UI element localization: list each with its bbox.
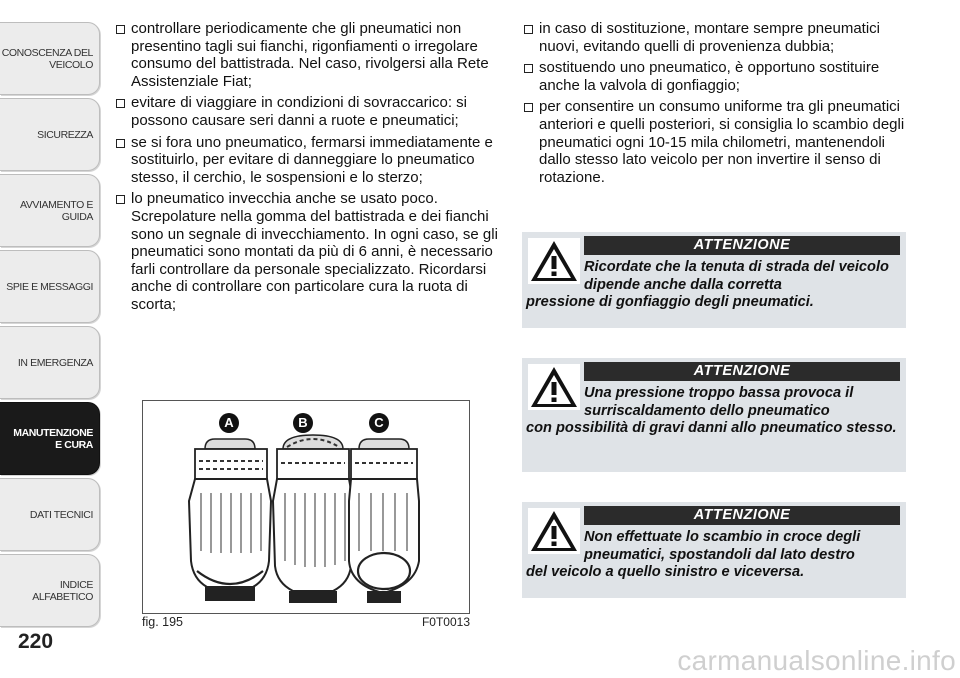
warning-text: Ricordate che la tenuta di strada del veicolo dipende anche dalla corretta pressione di gonfiaggio degli pneumatici. — [526, 259, 889, 310]
tab-spie-e-messaggi[interactable]: SPIE E MESSAGGI — [0, 250, 100, 323]
list-item: evitare di viaggiare in condizioni di sovraccarico: si possono causare seri danni a ruote e pneumatici; — [114, 94, 499, 129]
list-item: se si fora uno pneumatico, fermarsi immediatamente e sostituirlo, per evitare di danneggiare lo pneumatico stesso, il cerchio, le sospensioni e lo sterzo; — [114, 134, 499, 187]
watermark: carmanualsonline.info — [677, 645, 956, 676]
list-item: in caso di sostituzione, montare sempre pneumatici nuovi, evitando quelli di provenienza dubbia; — [522, 20, 906, 55]
bullet-box-icon — [524, 64, 533, 73]
warning-triangle-icon — [528, 364, 580, 410]
warning-heading: ATTENZIONE — [584, 506, 900, 525]
warning-text: Una pressione troppo bassa provoca il surriscaldamento dello pneumatico con possibilità di gravi danni allo pneumatico stesso. — [526, 385, 897, 436]
bullet-box-icon — [116, 195, 125, 204]
tire-c-illustration — [349, 439, 419, 603]
tab-sicurezza[interactable]: SICUREZZA — [0, 98, 100, 171]
page-number: 220 — [18, 630, 54, 653]
tab-indice-alfabetico[interactable]: INDICE ALFABETICO — [0, 554, 100, 627]
bullet-box-icon — [116, 99, 125, 108]
warning-triangle-icon — [528, 508, 580, 554]
warning-box — [522, 358, 906, 472]
warning-triangle-icon — [528, 238, 580, 284]
list-item: controllare periodicamente che gli pneumatici non presentino tagli sui fianchi, rigonfiamenti o irregolare consumo del battistrada. Nel caso, rivolgersi alla Rete Assistenziale Fiat; — [114, 20, 499, 90]
warning-heading: ATTENZIONE — [584, 236, 900, 255]
tire-illustration — [143, 401, 469, 613]
marker-a: A — [219, 413, 239, 433]
tire-pressure-figure — [142, 400, 470, 614]
tab-manutenzione-e-cura[interactable]: MANUTENZIONE E CURA — [0, 402, 100, 475]
left-column — [114, 20, 499, 318]
marker-c: C — [369, 413, 389, 433]
figure-caption: fig. 195 — [142, 615, 184, 629]
tire-a-illustration — [189, 439, 271, 601]
chapter-sidebar — [0, 0, 104, 620]
warning-heading: ATTENZIONE — [584, 362, 900, 381]
figure-code: F0T0013 — [421, 615, 470, 629]
warning-box — [522, 232, 906, 328]
list-item: sostituendo uno pneumatico, è opportuno sostituire anche la valvola di gonfiaggio; — [522, 59, 906, 94]
tire-b-illustration — [273, 435, 353, 603]
tab-conoscenza-del-veicolo[interactable]: CONOSCENZA DEL VEICOLO — [0, 22, 100, 95]
right-column — [522, 20, 906, 190]
warning-box — [522, 502, 906, 598]
tab-in-emergenza[interactable]: IN EMERGENZA — [0, 326, 100, 399]
bullet-box-icon — [116, 25, 125, 34]
bullet-box-icon — [524, 103, 533, 112]
warning-text: Non effettuate lo scambio in croce degli pneumatici, spostandoli dal lato destro del veicolo a quello sinistro e viceversa. — [526, 529, 861, 580]
list-item: lo pneumatico invecchia anche se usato poco. Screpolature nella gomma del battistrada e dei fianchi sono un segnale di invecchiamento. In ogni caso, se gli pneumatici sono montati da più di 6 anni, è necessario farli controllare da personale specializzato. Ricordarsi anche di controllare con particolare cura la ruota di scorta; — [114, 190, 499, 313]
marker-b: B — [293, 413, 313, 433]
list-item: per consentire un consumo uniforme tra gli pneumatici anteriori e quelli posteriori, si consiglia lo scambio degli pneumatici ogni 10-15 mila chilometri, mantenendoli dallo stesso lato veicolo per non invertire il senso di rotazione. — [522, 98, 906, 186]
tab-dati-tecnici[interactable]: DATI TECNICI — [0, 478, 100, 551]
bullet-box-icon — [116, 139, 125, 148]
bullet-box-icon — [524, 25, 533, 34]
tab-avviamento-e-guida[interactable]: AVVIAMENTO E GUIDA — [0, 174, 100, 247]
